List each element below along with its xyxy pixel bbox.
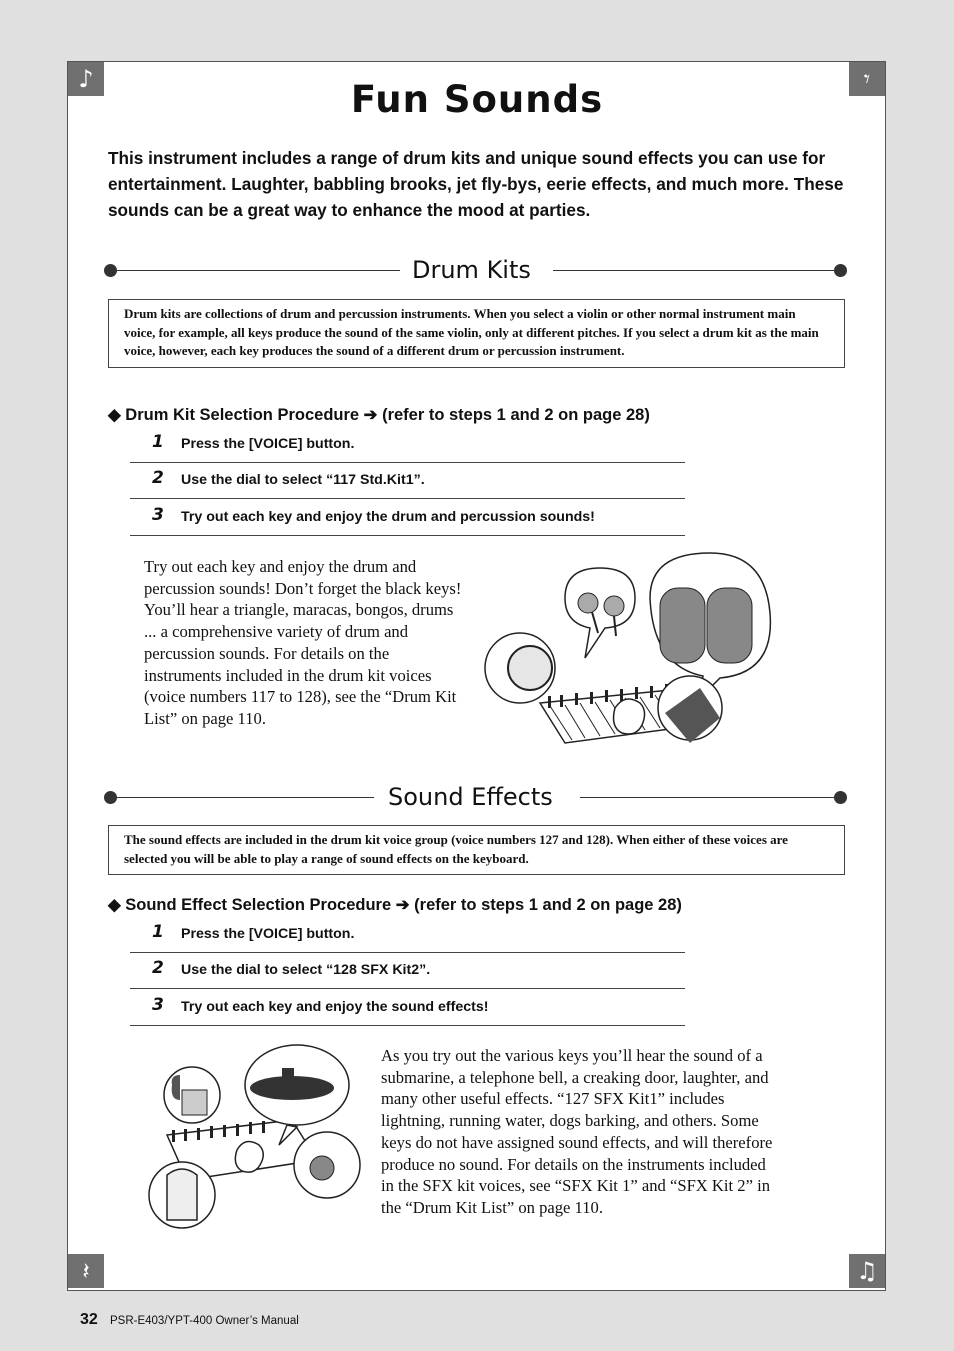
heading-rule [580, 797, 843, 798]
sound-effect-procedure-heading: ◆ Sound Effect Selection Procedure ➔ (refer to steps 1 and 2 on page 28) [108, 896, 682, 914]
beamed-notes-icon: ♫ [849, 1254, 885, 1288]
step-number: 3 [152, 505, 164, 525]
step-text: Press the [VOICE] button. [181, 926, 355, 942]
step-number: 3 [152, 995, 164, 1015]
step-number: 2 [152, 468, 164, 488]
sfx-step-2 [130, 954, 685, 989]
bullet-dot [834, 264, 847, 277]
page-title: Fun Sounds [350, 78, 604, 121]
heading-rule [114, 270, 400, 271]
step-text: Try out each key and enjoy the drum and percussion sounds! [181, 509, 595, 525]
sfx-step-1 [130, 918, 685, 953]
sound-effects-heading [104, 784, 854, 812]
sound-effects-body: As you try out the various keys you’ll hear the sound of a submarine, a telephone bell, a creaking door, laughter, and many other useful effects. “127 SFX Kit1” includes lightning, running water, dogs barking, and others. Some keys do not have assigned sound effects, and will therefore produce no sound. For details on the instruments included in the SFX kit voices, see “SFX Kit 1” and “SFX Kit 2” in the “Drum Kit List” on page 110. [381, 1046, 773, 1217]
intro-paragraph: This instrument includes a range of drum kits and unique sound effects you can use for entertainment. Laughter, babbling brooks, jet fly-bys, eerie effects, and much more. These sounds can be a great way to enhance the mood at parties. [108, 148, 844, 220]
sound-effects-note: The sound effects are included in the drum kit voice group (voice numbers 127 and 128). When either of these voices are selected you will be able to play a range of sound effects on the keyboard. [108, 825, 845, 875]
page-number: 32 [80, 1311, 98, 1328]
heading-rule [114, 797, 374, 798]
drum-step-1 [130, 428, 685, 463]
drum-kits-note: Drum kits are collections of drum and percussion instruments. When you select a violin or other normal instrument main voice, for example, all keys produce the sound of the same violin, only at different pitches. If you select a drum kit as the main voice, however, each key produces the sound of a different drum or percussion instrument. [108, 299, 845, 368]
drum-kits-body: Try out each key and enjoy the drum and percussion sounds! Don’t forget the black keys! You’ll hear a triangle, maracas, bongos, drums ... a comprehensive variety of drum and percussion sounds. For details on the instruments included in the drum kit voices (voice numbers 117 to 128), see the “Drum Kit List” on page 110. [144, 557, 462, 728]
drum-kits-title: Drum Kits [412, 256, 531, 284]
drum-step-2 [130, 464, 685, 499]
drum-kit-procedure-heading: ◆ Drum Kit Selection Procedure ➔ (refer to steps 1 and 2 on page 28) [108, 406, 650, 424]
drum-kit-illustration [480, 548, 780, 748]
step-text: Press the [VOICE] button. [181, 436, 355, 452]
sound-effects-illustration [142, 1040, 367, 1230]
quarter-rest-icon: 𝄽 [68, 1254, 104, 1288]
step-number: 1 [152, 432, 164, 452]
step-text: Use the dial to select “128 SFX Kit2”. [181, 962, 431, 978]
step-number: 1 [152, 922, 164, 942]
drum-step-3 [130, 501, 685, 536]
heading-rule [553, 270, 843, 271]
step-text: Use the dial to select “117 Std.Kit1”. [181, 472, 425, 488]
sfx-step-3 [130, 991, 685, 1026]
manual-title: PSR-E403/YPT-400 Owner’s Manual [110, 1315, 299, 1327]
step-number: 2 [152, 958, 164, 978]
step-text: Try out each key and enjoy the sound effects! [181, 999, 489, 1015]
eighth-note-icon: ♪ [68, 62, 104, 96]
eighth-rest-icon: 𝄾 [849, 62, 885, 96]
bullet-dot [834, 791, 847, 804]
drum-kits-heading [104, 257, 854, 285]
sound-effects-title: Sound Effects [388, 783, 553, 811]
